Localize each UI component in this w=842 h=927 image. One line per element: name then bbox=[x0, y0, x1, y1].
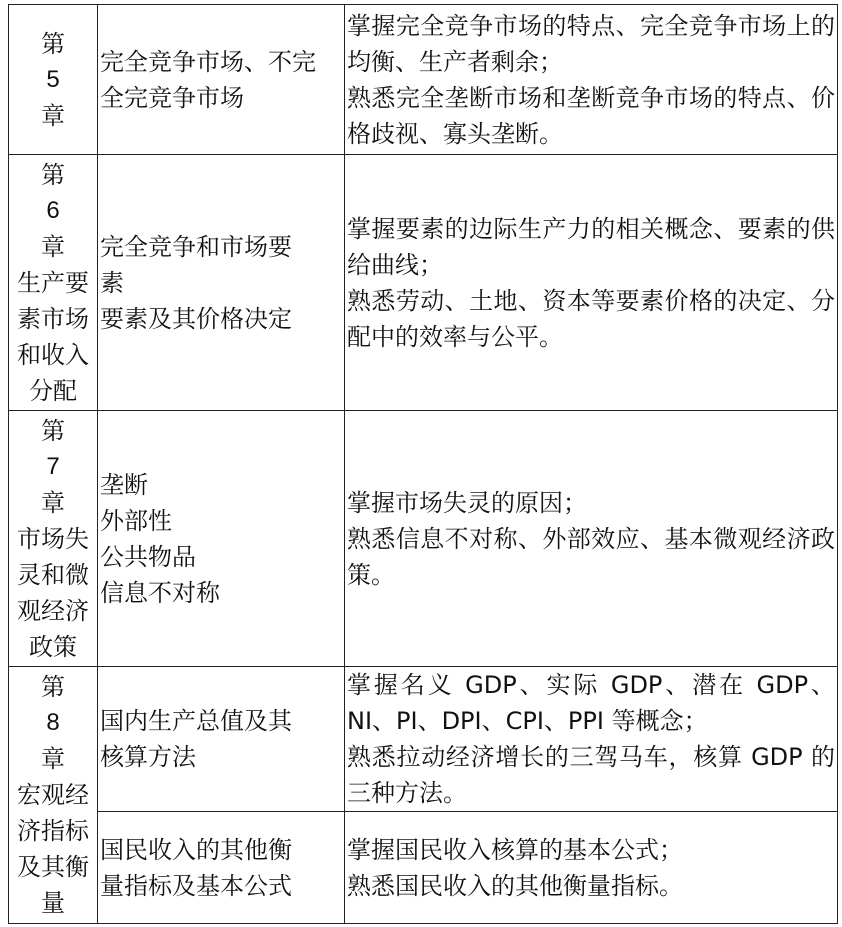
topic-text: 外部性 bbox=[100, 506, 172, 535]
topic-text: 核算方法 bbox=[100, 743, 196, 771]
chapter-title: 生产要 bbox=[17, 268, 89, 297]
requirement-cell bbox=[345, 5, 838, 155]
topic-cell bbox=[98, 5, 345, 155]
requirement-text: 掌握国民收入核算的基本公式； bbox=[347, 835, 683, 864]
table-row bbox=[9, 667, 838, 812]
topic-cell bbox=[98, 667, 345, 812]
chapter-number: 7 bbox=[46, 452, 60, 480]
chapter-title: 和收入 bbox=[17, 340, 89, 369]
chapter-number: 6 bbox=[46, 196, 60, 224]
topic-cell bbox=[98, 812, 345, 924]
chapter-text: 章 bbox=[41, 232, 65, 261]
chapter-title: 宏观经 bbox=[17, 781, 89, 809]
requirement-cell bbox=[345, 411, 838, 667]
chapter-text: 第 bbox=[41, 416, 65, 445]
topic-text: 完全竞争市场、不完 bbox=[100, 47, 316, 76]
requirement-text: 掌握名义 GDP、实际 GDP、潜在 GDP、NI、PI、DPI、CPI、PPI 等概念； bbox=[347, 671, 835, 735]
syllabus-table bbox=[8, 4, 838, 924]
requirement-text: 掌握要素的边际生产力的相关概念、要素的供给曲线； bbox=[347, 214, 835, 279]
chapter-title: 灵和微 bbox=[17, 560, 89, 589]
chapter-text: 章 bbox=[41, 488, 65, 517]
topic-text: 垄断 bbox=[100, 470, 148, 499]
topic-text: 信息不对称 bbox=[100, 578, 220, 607]
chapter-cell bbox=[9, 667, 98, 924]
chapter-cell bbox=[9, 155, 98, 411]
topic-text: 量指标及基本公式 bbox=[100, 871, 292, 900]
chapter-cell bbox=[9, 5, 98, 155]
topic-cell bbox=[98, 155, 345, 411]
chapter-title: 政策 bbox=[29, 632, 77, 661]
chapter-number: 8 bbox=[46, 709, 60, 736]
chapter-text: 章 bbox=[41, 745, 65, 773]
chapter-text: 第 bbox=[41, 673, 65, 701]
topic-text: 全完竞争市场 bbox=[100, 83, 244, 112]
requirement-text: 熟悉信息不对称、外部效应、基本微观经济政策。 bbox=[347, 524, 835, 589]
topic-cell bbox=[98, 411, 345, 667]
requirement-cell bbox=[345, 667, 838, 812]
chapter-cell bbox=[9, 411, 98, 667]
requirement-text: 熟悉拉动经济增长的三驾马车，核算 GDP 的三种方法。 bbox=[347, 743, 835, 807]
requirement-text: 熟悉劳动、土地、资本等要素价格的决定、分配中的效率与公平。 bbox=[347, 286, 835, 351]
requirement-text: 熟悉国民收入的其他衡量指标。 bbox=[347, 871, 683, 900]
table-row bbox=[9, 5, 838, 155]
topic-text: 完全竞争和市场要 bbox=[100, 232, 292, 261]
chapter-title: 素市场 bbox=[17, 304, 89, 333]
chapter-title: 济指标 bbox=[17, 817, 89, 845]
chapter-title: 观经济 bbox=[17, 596, 89, 625]
table-row bbox=[9, 411, 838, 667]
chapter-title: 分配 bbox=[29, 376, 77, 405]
table-row bbox=[9, 812, 838, 924]
topic-text: 国民收入的其他衡 bbox=[100, 835, 292, 864]
chapter-title: 量 bbox=[41, 889, 65, 917]
topic-text: 素 bbox=[100, 268, 124, 297]
chapter-text: 章 bbox=[41, 101, 65, 130]
topic-text: 要素及其价格决定 bbox=[100, 304, 292, 333]
chapter-text: 第 bbox=[41, 160, 65, 189]
requirement-text: 掌握完全竞争市场的特点、完全竞争市场上的均衡、生产者剩余； bbox=[347, 11, 835, 76]
chapter-text: 第 bbox=[41, 29, 65, 58]
chapter-title: 市场失 bbox=[17, 524, 89, 553]
requirement-text: 熟悉完全垄断市场和垄断竞争市场的特点、价格歧视、寡头垄断。 bbox=[347, 83, 835, 148]
requirement-text: 掌握市场失灵的原因； bbox=[347, 488, 587, 517]
chapter-title: 及其衡 bbox=[17, 853, 89, 881]
chapter-number: 5 bbox=[46, 65, 60, 93]
requirement-cell bbox=[345, 155, 838, 411]
topic-text: 国内生产总值及其 bbox=[100, 707, 292, 735]
requirement-cell bbox=[345, 812, 838, 924]
table-row bbox=[9, 155, 838, 411]
topic-text: 公共物品 bbox=[100, 542, 196, 571]
